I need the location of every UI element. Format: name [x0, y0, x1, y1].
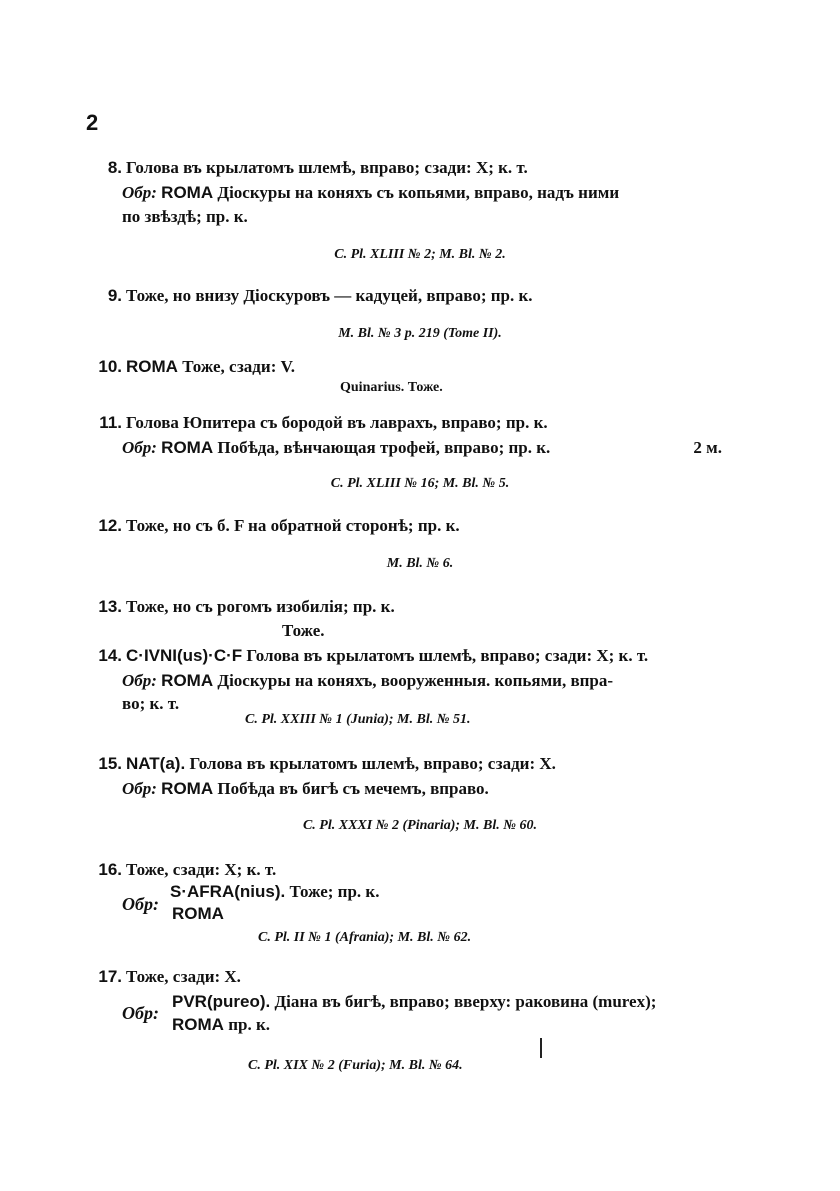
reverse-continuation: во; к. т. [122, 694, 180, 713]
obverse-legend: C·IVNI(us)·C·F [126, 646, 243, 665]
entry-number: 14. [98, 646, 122, 665]
catalog-reference: C. Pl. XLIII № 16; M. Bl. № 5. [330, 476, 510, 491]
reverse-note: 2 м. [693, 438, 722, 457]
reverse-legend: ROMA [161, 779, 214, 798]
reverse-legend-bottom: ROMA [172, 1015, 224, 1034]
catalog-reference: C. Pl. II № 1 (Afrania); M. Bl. № 62. [258, 930, 472, 945]
reverse-description: Діоскуры на коняхъ, вооруженныя. копьями, впра- [217, 671, 614, 690]
reverse-label: Обр: [122, 1003, 159, 1023]
entry-number: 13. [98, 597, 122, 616]
obverse-description: Тоже, сзади: V. [182, 357, 295, 376]
denomination-line [340, 380, 443, 396]
reverse-label: Обр: [122, 183, 157, 202]
reverse-top-line [172, 992, 656, 1012]
reverse-legend: ROMA [161, 671, 214, 690]
entry-number: 9. [107, 286, 122, 305]
obverse-description: Тоже, сзади: X; к. т. [126, 860, 277, 879]
catalog-reference: C. Pl. XXXI № 2 (Pinaria); M. Bl. № 60. [302, 818, 538, 833]
reverse-legend-bottom: ROMA [172, 904, 224, 923]
reverse-description: Діана въ бигѣ, вправо; вверху: раковина (murex); [274, 992, 657, 1011]
obverse-description: Голова въ крылатомъ шлемѣ, вправо; сзади: X; к. т. [126, 158, 528, 177]
reverse-line [122, 671, 613, 691]
obverse-description: Тоже, но съ б. F на обратной сторонѣ; пр. к. [126, 516, 460, 535]
reverse-legend: ROMA [161, 183, 214, 202]
denomination-note: Тоже. [282, 621, 325, 640]
entry-number: 16. [98, 860, 122, 879]
page-number: 2 [86, 110, 99, 135]
reverse-description: Побѣда въ бигѣ съ мечемъ, вправо. [217, 779, 489, 798]
reverse-line [122, 438, 722, 458]
entry-number: 8. [107, 158, 122, 177]
reverse-label: Обр: [122, 438, 157, 457]
reverse-label: Обр: [122, 671, 157, 690]
reverse-legend-top: S·AFRA(nius). [170, 882, 286, 901]
obverse-description: Тоже, сзади: X. [126, 967, 241, 986]
obverse-description: Голова въ крылатомъ шлемѣ, вправо; сзади: X. [189, 754, 556, 773]
entry-number: 10. [98, 357, 122, 376]
catalog-reference: C. Pl. XIX № 2 (Furia); M. Bl. № 64. [248, 1058, 463, 1073]
denomination-latin: Quinarius. [340, 380, 405, 395]
entry-number: 17. [98, 967, 122, 986]
reverse-description: Побѣда, вѣнчающая трофей, вправо; пр. к. [217, 438, 551, 457]
reverse-line [122, 183, 722, 203]
obverse-description: Голова въ крылатомъ шлемѣ, вправо; сзади: X; к. т. [246, 646, 649, 665]
obverse-line [126, 357, 295, 377]
margin-mark [540, 1038, 542, 1058]
reverse-continuation: пр. к. [228, 1015, 270, 1034]
reverse-bottom-line [172, 1015, 270, 1035]
reverse-label: Обр: [122, 894, 159, 914]
entry-number: 15. [98, 754, 122, 773]
obverse-legend: NAT(a). [126, 754, 186, 773]
catalog-reference: C. Pl. XXIII № 1 (Junia); M. Bl. № 51. [245, 712, 471, 727]
obverse-line [126, 754, 556, 774]
catalog-reference: M. Bl. № 6. [386, 556, 454, 571]
obverse-line [126, 646, 648, 666]
catalog-reference: C. Pl. XLIII № 2; M. Bl. № 2. [334, 247, 506, 262]
obverse-description: Тоже, но съ рогомъ изобилія; пр. к. [126, 597, 395, 616]
reverse-legend: ROMA [161, 438, 214, 457]
obverse-description: Тоже, но внизу Діоскуровъ — кадуцей, вправо; пр. к. [126, 286, 533, 305]
obverse-legend: ROMA [126, 357, 178, 376]
reverse-legend-top: PVR(pureo). [172, 992, 271, 1011]
reverse-description: Тоже; пр. к. [289, 882, 380, 901]
entry-number: 11. [99, 413, 122, 432]
obverse-description: Голова Юпитера съ бородой въ лаврахъ, вправо; пр. к. [126, 413, 548, 432]
reverse-description: Діоскуры на коняхъ съ копьями, вправо, надъ ними [217, 183, 620, 202]
reverse-top-line [170, 882, 379, 902]
denomination-note: Тоже. [407, 380, 443, 395]
catalog-reference: M. Bl. № 3 p. 219 (Tome II). [338, 326, 502, 341]
reverse-continuation: по звѣздѣ; пр. к. [122, 207, 248, 226]
entry-number: 12. [98, 516, 122, 535]
reverse-line [122, 779, 489, 799]
reverse-label: Обр: [122, 779, 157, 798]
